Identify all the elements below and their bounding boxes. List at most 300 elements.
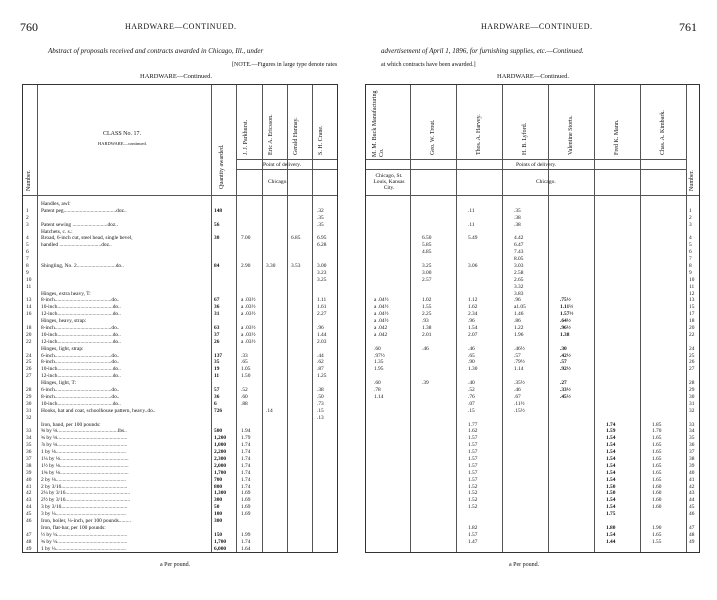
quantity-cell: 36	[214, 304, 220, 311]
bid-cell: .96	[514, 297, 521, 304]
bid-cell: .96	[317, 325, 324, 332]
bid-cell: a .03½	[241, 297, 256, 304]
bid-cell: .07	[468, 400, 475, 407]
bid-cell: 1.57½	[560, 311, 574, 318]
bid-cell: .92½	[560, 366, 571, 373]
row-number: 44	[26, 504, 32, 511]
table-row	[366, 490, 699, 497]
bid-cell: 1.30	[468, 366, 478, 373]
row-number: 41	[26, 483, 32, 490]
table-row	[23, 346, 337, 353]
bid-table	[365, 84, 700, 553]
bid-cell: 1.46	[514, 311, 524, 318]
quantity-cell: 26	[214, 338, 220, 345]
item-description: 8-inch..........................................do..	[41, 325, 120, 332]
bid-cell: 2.65	[514, 276, 524, 283]
row-number: 24	[26, 352, 32, 359]
row-number: 49	[26, 545, 32, 552]
bid-cell: 1.54	[606, 497, 616, 504]
bid-cell: 1.96	[514, 331, 524, 338]
row-number: 17	[689, 311, 695, 318]
bid-cell: 1.77	[468, 421, 478, 428]
page-number: 761	[679, 20, 697, 34]
row-number: 35	[689, 435, 695, 442]
running-head: HARDWARE—CONTINUED.	[125, 22, 237, 31]
bid-cell: 1.52	[468, 483, 478, 490]
item-description: Hinges, extra heavy, T:	[41, 290, 91, 297]
quantity-cell: 2,300	[214, 455, 227, 462]
running-head: HARDWARE—CONTINUED.	[481, 22, 593, 31]
table-row	[23, 215, 337, 222]
row-number: 37	[26, 455, 32, 462]
bid-cell: 1.95	[374, 366, 384, 373]
bid-cell: 1.60	[652, 490, 662, 497]
item-description: 12-inch.........................................do..	[41, 373, 121, 380]
bid-cell: 1.79	[241, 435, 251, 442]
bidder-name: Eric A. Ericsson.	[268, 114, 274, 155]
table-row	[366, 297, 699, 304]
row-number: 45	[689, 504, 695, 511]
table-row	[366, 359, 699, 366]
bid-cell: 1.65	[652, 476, 662, 483]
row-number: 25	[26, 359, 32, 366]
bid-cell: 1.82	[468, 524, 478, 531]
table-row	[366, 442, 699, 449]
bid-cell: a .03½	[241, 338, 256, 345]
bid-cell: .11½	[514, 400, 525, 407]
row-number: 48	[26, 538, 32, 545]
bid-cell: .60	[374, 345, 381, 352]
item-description: 10-inch.........................................do..	[41, 400, 121, 407]
bid-cell: 2.03	[317, 338, 327, 345]
bid-cell: 3.30	[266, 263, 276, 270]
table-row	[366, 304, 699, 311]
quantity-cell: 148	[214, 207, 223, 214]
table-row	[23, 401, 337, 408]
row-number: 4	[689, 235, 692, 242]
bid-cell: .57	[560, 359, 567, 366]
table-row	[366, 387, 699, 394]
bid-cell: .42½	[560, 352, 571, 359]
item-description: Shingling, No. 2.............................do..	[41, 263, 124, 270]
bid-cell: a1.05	[514, 304, 526, 311]
point-value: Chicago.	[536, 179, 556, 185]
table-row	[366, 215, 699, 222]
table-row	[366, 401, 699, 408]
bid-cell: 1.60	[652, 504, 662, 511]
row-number: 8	[26, 263, 29, 270]
item-description: 1¾ by ⅛...................................................	[41, 469, 129, 476]
bid-cell: .11	[468, 221, 475, 228]
item-description: 8-inch..........................................do..	[41, 393, 120, 400]
table-row	[366, 380, 699, 387]
table-row	[366, 435, 699, 442]
row-number: 27	[689, 366, 695, 373]
table-row	[366, 208, 699, 215]
bid-cell: 1.05	[241, 366, 251, 373]
bid-cell: 5.49	[468, 235, 478, 242]
quantity-cell: 57	[214, 387, 220, 394]
footnote: a Per pound.	[160, 562, 191, 568]
number-label: Number.	[26, 170, 32, 191]
bid-cell: .88	[241, 400, 248, 407]
bid-cell: .15	[468, 407, 475, 414]
bid-cell: 1.35	[374, 359, 384, 366]
bid-cell: 3.23	[317, 269, 327, 276]
item-description: 6-inch..........................................do..	[41, 387, 120, 394]
bid-cell: .44	[317, 352, 324, 359]
bid-cell: .33	[241, 352, 248, 359]
table-row	[23, 539, 337, 546]
bid-cell: .15	[317, 407, 324, 414]
bid-cell: 1.44	[317, 331, 327, 338]
bid-cell: 1.44	[606, 538, 616, 545]
bid-cell: .78	[374, 387, 381, 394]
bid-cell: .38	[514, 221, 521, 228]
bid-cell: .93	[422, 318, 429, 325]
bidder-name: Valentine Storts.	[568, 115, 574, 155]
table-row	[23, 518, 337, 525]
bidder-name: Geo. W. Trout.	[430, 119, 436, 155]
row-number: 39	[689, 462, 695, 469]
bid-cell: 1.80	[606, 524, 616, 531]
class-title: CLASS No. 17.	[103, 131, 142, 137]
bid-cell: 3.00	[317, 263, 327, 270]
quantity-cell: 30	[214, 235, 220, 242]
bid-cell: 1.75	[606, 511, 616, 518]
row-number: 18	[26, 325, 32, 332]
quantity-cell: 63	[214, 325, 220, 332]
quantity-cell: 6	[214, 400, 217, 407]
bid-cell: 1.54	[606, 469, 616, 476]
bidder-name: S. H. Crane.	[318, 125, 324, 155]
item-description: 8-inch..........................................do..	[41, 359, 120, 366]
table-row	[23, 339, 337, 346]
bid-cell: .60	[241, 393, 248, 400]
item-description: Iron, flat-bar, per 100 pounds:	[41, 524, 106, 531]
bid-cell: 1.57	[468, 449, 478, 456]
quantity-cell: 150	[214, 531, 223, 538]
bid-cell: 1.54	[606, 462, 616, 469]
quantity-cell: 1,700	[214, 469, 227, 476]
bid-cell: 6.95	[317, 235, 327, 242]
table-body	[23, 201, 337, 552]
bid-cell: 4.42	[514, 235, 524, 242]
row-number: 7	[689, 256, 692, 263]
bid-cell: 3.00	[422, 269, 432, 276]
bid-cell: .79½	[514, 359, 525, 366]
item-description: 2¼ by 3/16................................................	[41, 490, 131, 497]
row-number: 42	[689, 483, 695, 490]
bid-cell: 3.03	[514, 263, 524, 270]
table-row	[366, 422, 699, 429]
bid-cell: .65	[241, 359, 248, 366]
number-label: Number.	[689, 170, 695, 191]
row-number: 45	[26, 511, 32, 518]
bid-cell: 1.70	[652, 428, 662, 435]
table-row	[366, 318, 699, 325]
quantity-cell: 700	[214, 476, 223, 483]
row-number: 47	[26, 531, 32, 538]
bid-cell: 1.61	[317, 304, 327, 311]
bid-cell: 1.02	[422, 297, 432, 304]
item-description: 1 by ⅛....................................................	[41, 449, 126, 456]
bid-cell: 1.57	[468, 435, 478, 442]
item-description: Hooks, hat and coat, schoolhouse pattern, heavy..do..	[41, 407, 156, 414]
quantity-cell: 50	[214, 504, 220, 511]
table-row	[23, 387, 337, 394]
table-row	[23, 263, 337, 270]
table-row	[23, 304, 337, 311]
bid-cell: 1.54	[606, 435, 616, 442]
item-description: 6-inch..........................................do..	[41, 352, 120, 359]
item-description: Patent peg.......................................doz..	[41, 207, 127, 214]
bid-cell: .11	[468, 207, 475, 214]
table-row	[366, 456, 699, 463]
item-description: Hatchets, c. s.:	[41, 228, 73, 235]
bid-cell: 1.69	[241, 497, 251, 504]
quantity-cell: 1,200	[214, 435, 227, 442]
table-row	[23, 415, 337, 422]
row-number: 32	[689, 407, 695, 414]
bid-cell: .38	[317, 387, 324, 394]
point-value: Chicago.	[268, 179, 288, 185]
point-label: Point of delivery.	[263, 162, 301, 168]
bid-cell: .13	[317, 414, 324, 421]
quantity-cell: 800	[214, 483, 223, 490]
table-row	[366, 242, 699, 249]
table-row	[366, 332, 699, 339]
quantity-cell: 500	[214, 428, 223, 435]
bid-cell: .64½	[560, 318, 571, 325]
table-row	[23, 477, 337, 484]
table-row	[366, 256, 699, 263]
bid-cell: .33½	[560, 387, 571, 394]
table-row	[23, 442, 337, 449]
item-description: 10-inch.........................................do..	[41, 304, 121, 311]
row-number: 34	[26, 435, 32, 442]
bid-cell: .87	[317, 366, 324, 373]
table-row	[23, 332, 337, 339]
note: [NOTE.—Figures in large type denote rates	[232, 62, 338, 68]
row-number: 31	[689, 400, 695, 407]
row-number: 39	[26, 469, 32, 476]
row-number: 37	[689, 449, 695, 456]
table-row	[366, 235, 699, 242]
abstract-title: advertisement of April 1, 1896, for furnishing supplies, etc.—Continued.	[381, 47, 584, 55]
bid-cell: 1.69	[241, 490, 251, 497]
quantity-cell: 300	[214, 497, 223, 504]
row-number: 3	[689, 221, 692, 228]
bid-cell: .32	[317, 207, 324, 214]
item-description: Handles, awl:	[41, 201, 71, 207]
bid-cell: 1.52	[468, 490, 478, 497]
quantity-cell: 35	[214, 359, 220, 366]
class-sub: HARDWARE—continued.	[98, 141, 147, 146]
table-body	[366, 201, 699, 546]
bid-cell: 1.47	[468, 538, 478, 545]
bid-cell: .76	[468, 393, 475, 400]
row-number: 2	[26, 214, 29, 221]
row-number: 31	[26, 407, 32, 414]
quantity-cell: 137	[214, 352, 223, 359]
quantity-cell: 56	[214, 221, 220, 228]
bid-cell: 1.55	[652, 538, 662, 545]
item-description: ⅝ by ⅛.............................................lbs..	[41, 428, 127, 435]
table-row	[23, 201, 337, 208]
bid-cell: a .03½	[241, 331, 256, 338]
row-number: 20	[26, 331, 32, 338]
bid-cell: 1.54	[606, 476, 616, 483]
bid-cell: 1.54	[606, 455, 616, 462]
bid-cell: 1.57	[468, 469, 478, 476]
bid-cell: 1.65	[652, 462, 662, 469]
row-number: 36	[689, 442, 695, 449]
bid-cell: 2.58	[514, 269, 524, 276]
row-number: 34	[689, 428, 695, 435]
table-row	[23, 373, 337, 380]
bid-cell: .35	[514, 207, 521, 214]
row-number: 36	[26, 449, 32, 456]
table-row	[366, 291, 699, 298]
row-number: 33	[689, 421, 695, 428]
table-row	[366, 277, 699, 284]
row-number: 43	[26, 497, 32, 504]
bid-cell: .65	[468, 352, 475, 359]
bid-cell: .75½	[560, 297, 571, 304]
table-row	[366, 229, 699, 236]
table-row	[366, 249, 699, 256]
table-row	[366, 539, 699, 546]
quantity-cell: 726	[214, 407, 223, 414]
point-first: Chicago, St. Louis, Kansas City.	[373, 173, 405, 191]
table-row	[23, 394, 337, 401]
table-row	[23, 380, 337, 387]
section-head: HARDWARE—Continued.	[497, 73, 570, 80]
bid-cell: .50	[317, 393, 324, 400]
table-row	[366, 325, 699, 332]
bid-cell: 6.47	[514, 242, 524, 249]
item-description: Hinges, light, strap:	[41, 345, 84, 352]
table-row	[366, 201, 699, 208]
bid-cell: 1.50	[606, 483, 616, 490]
table-row	[23, 525, 337, 532]
table-row	[23, 318, 337, 325]
bid-cell: 1.60	[652, 483, 662, 490]
quantity-cell: 36	[214, 393, 220, 400]
bid-cell: .52	[468, 387, 475, 394]
page-number: 760	[20, 20, 38, 34]
point-label: Points of delivery.	[516, 162, 557, 168]
table-row	[23, 353, 337, 360]
bid-cell: .62	[317, 359, 324, 366]
quantity-label: Quantity awarded.	[219, 144, 225, 189]
table-row	[366, 270, 699, 277]
bid-cell: .38	[514, 214, 521, 221]
bidder-name: Fred K. Mann.	[614, 119, 620, 155]
bid-cell: 1.69	[241, 504, 251, 511]
bid-cell: 1.14	[514, 366, 524, 373]
row-number: 11	[689, 283, 695, 290]
bid-cell: a .042	[374, 331, 388, 338]
right-page	[359, 0, 717, 600]
table-row	[23, 256, 337, 263]
table-row	[23, 229, 337, 236]
table-row	[366, 477, 699, 484]
row-number: 5	[26, 242, 29, 249]
quantity-cell: 11	[214, 373, 220, 380]
bid-cell: 1.74	[241, 455, 251, 462]
row-number: 48	[689, 531, 695, 538]
bid-cell: 6.28	[317, 242, 327, 249]
table-row	[23, 470, 337, 477]
bidder-name: J. J. Parkhurst.	[243, 119, 249, 155]
quantity-cell: 300	[214, 517, 223, 524]
table-row	[366, 284, 699, 291]
bid-cell: 1.74	[241, 469, 251, 476]
bid-cell: .52	[241, 387, 248, 394]
bid-cell: a .03½	[241, 304, 256, 311]
item-description: 12-inch.........................................do..	[41, 338, 121, 345]
row-number: 10	[26, 276, 32, 283]
bid-cell: .67	[514, 393, 521, 400]
bid-cell: .35½	[514, 380, 525, 387]
row-number: 29	[26, 393, 32, 400]
table-row	[23, 422, 337, 429]
table-row	[366, 222, 699, 229]
row-number: 9	[26, 269, 29, 276]
quantity-cell: 100	[214, 511, 223, 518]
bid-cell: .90	[468, 359, 475, 366]
bid-cell: 5.85	[422, 242, 432, 249]
item-description: 1½ by ⅛...................................................	[41, 462, 129, 469]
bid-cell: .57	[514, 352, 521, 359]
bid-cell: .40	[468, 380, 475, 387]
bid-cell: 1.59	[606, 428, 616, 435]
item-description: 1 by ¼....................................................	[41, 545, 126, 552]
bid-cell: 1.74	[241, 462, 251, 469]
row-number: 30	[26, 400, 32, 407]
row-number: 46	[26, 517, 32, 524]
bid-cell: 6.50	[422, 235, 432, 242]
bid-cell: 1.65	[652, 435, 662, 442]
bid-cell: 3.53	[291, 263, 301, 270]
bid-cell: .35	[317, 214, 324, 221]
item-description: ¾ by ⅛....................................................	[41, 435, 128, 442]
bid-cell: .30	[560, 345, 567, 352]
table-row	[366, 497, 699, 504]
abstract-title: Abstract of proposals received and contracts awarded in Chicago, Ill., under	[48, 47, 264, 55]
table-row	[366, 263, 699, 270]
table-row	[23, 366, 337, 373]
bid-cell: .35	[317, 221, 324, 228]
bid-cell: 1.74	[241, 449, 251, 456]
bid-cell: .86	[514, 318, 521, 325]
row-number: 6	[689, 249, 692, 256]
bid-cell: a .04½	[374, 297, 389, 304]
table-row	[366, 346, 699, 353]
row-number: 40	[689, 469, 695, 476]
bid-cell: a .03½	[241, 311, 256, 318]
bid-cell: 6.85	[291, 235, 301, 242]
quantity-cell: 2,200	[214, 449, 227, 456]
quantity-cell: 6,000	[214, 545, 227, 552]
bid-cell: 1.74	[241, 538, 251, 545]
table-row	[23, 359, 337, 366]
bid-cell: 1.62	[468, 428, 478, 435]
bid-cell: 1.57	[468, 442, 478, 449]
bid-cell: a .03½	[241, 325, 256, 332]
